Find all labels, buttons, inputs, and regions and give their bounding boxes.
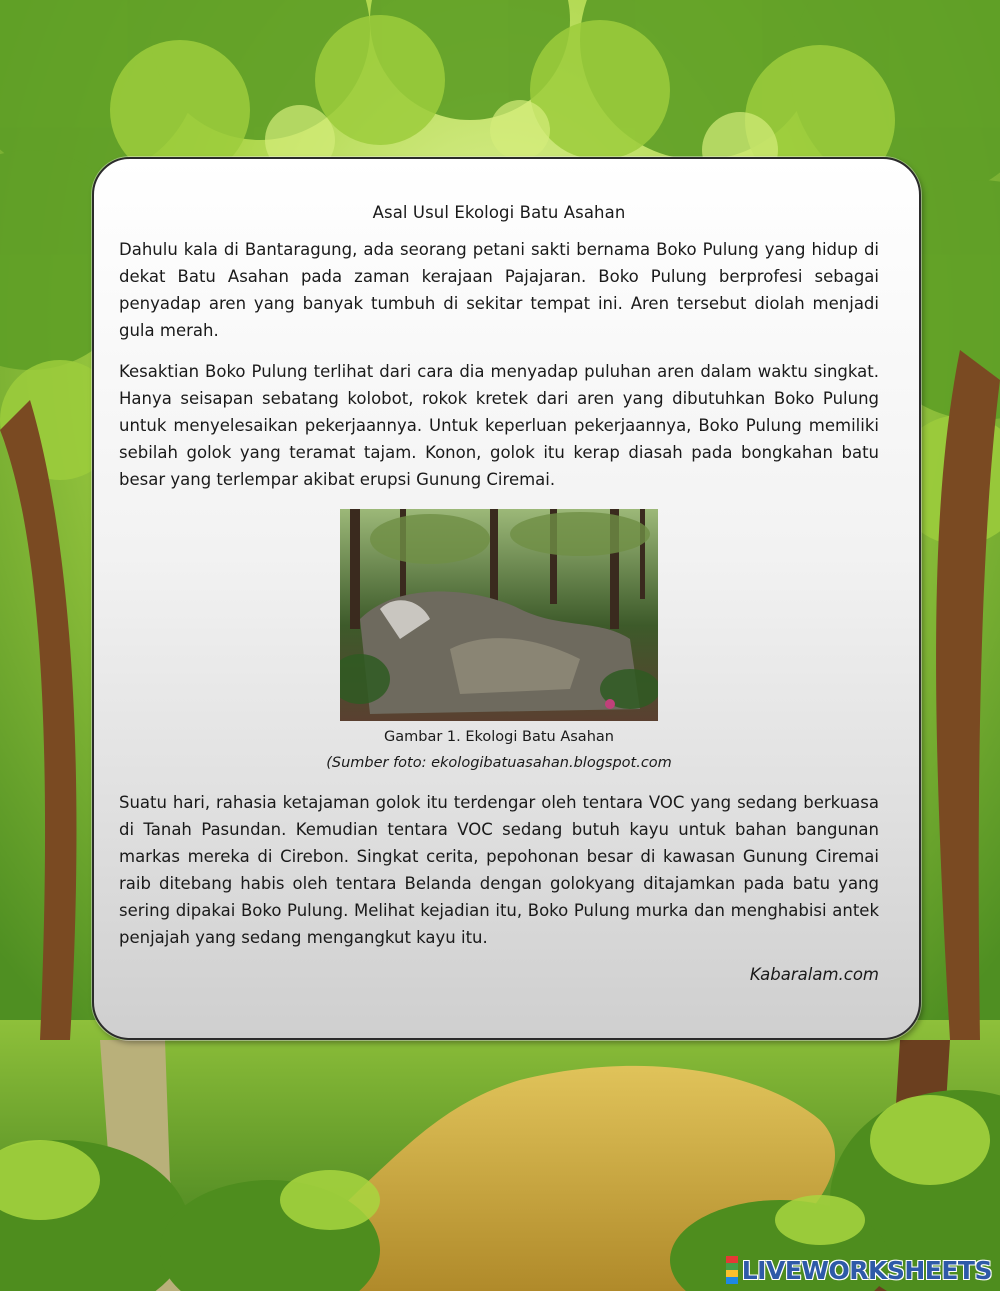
paragraph-2: Kesaktian Boko Pulung terlihat dari cara dia menyadap puluhan aren dalam waktu singkat. Hanya seisapan sebatang kolobot, rokok kretek dari aren yang dibutuhkan Boko Pulung untuk menyelesaikan pekerjaannya. Untuk keperluan pekerjaannya, Boko Pulung memiliki sebilah golok yang teramat tajam. Konon, golok itu kerap diasah pada bongkahan batu besar yang terlempar akibat erupsi Gunung Ciremai. <box>119 362 879 489</box>
liveworksheets-watermark <box>726 1255 992 1285</box>
figure-caption: Gambar 1. Ekologi Batu Asahan <box>384 729 614 745</box>
paragraph-1: Dahulu kala di Bantaragung, ada seorang petani sakti bernama Boko Pulung yang hidup di dekat Batu Asahan pada zaman kerajaan Pajajaran. Boko Pulung berprofesi sebagai penyadap aren yang banyak tumbuh di sekitar tempat ini. Aren tersebut diolah menjadi gula merah. <box>119 240 879 340</box>
paragraph-3: Suatu hari, rahasia ketajaman golok itu terdengar oleh tentara VOC yang sedang berkuasa di Tanah Pasundan. Kemudian tentara VOC sedang butuh kayu untuk bahan bangunan markas mereka di Cirebon. Singkat cerita, pepohonan besar di kawasan Gunung Ciremai raib ditebang habis oleh tentara Belanda dengan golokyang ditajamkan pada batu yang sering dipakai Boko Pulung. Melihat kejadian itu, Boko Pulung murka dan menghabisi antek penjajah yang sedang mengangkut kayu itu. <box>119 793 879 947</box>
figure-source: (Sumber foto: ekologibatuasahan.blogspot.com <box>326 755 672 771</box>
reading-card <box>92 157 921 1040</box>
watermark-text: LIVEWORKSHEETS <box>741 1255 992 1285</box>
liveworksheets-logo-icon <box>726 1256 738 1284</box>
article-credit: Kabaralam.com <box>749 965 879 984</box>
article-title: Asal Usul Ekologi Batu Asahan <box>372 203 626 222</box>
batu-asahan-photo <box>340 509 658 721</box>
